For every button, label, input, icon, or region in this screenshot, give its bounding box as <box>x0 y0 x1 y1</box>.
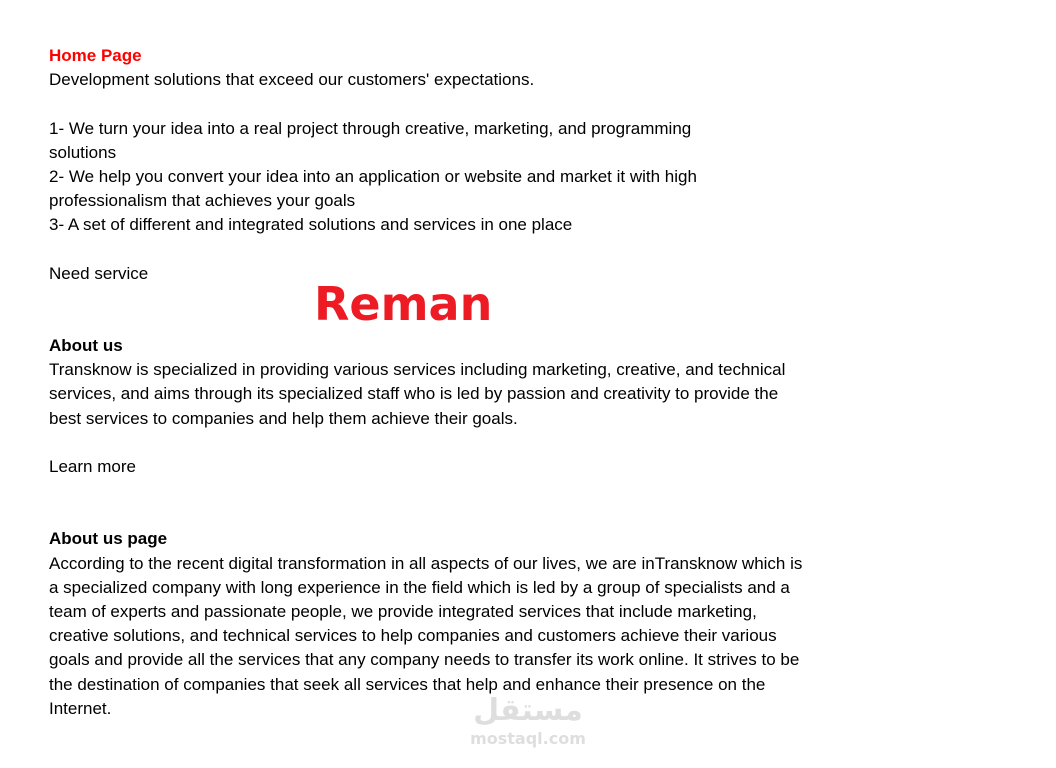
watermark-url: mostaql.com <box>470 729 586 748</box>
home-tagline: Development solutions that exceed our customers' expectations. <box>49 70 535 90</box>
about-us-title: About us <box>49 336 123 355</box>
about-section <box>49 334 819 479</box>
about-us-page-body: According to the recent digital transformation in all aspects of our lives, we are inTransknow which is a specialized company with long experience in the field which is led by a group of specialists and a team of experts and passionate people, we provide integrated services that include marketing, creative solutions, and technical services to help companies and customers achieve their various goals and provide all the services that any company needs to transfer its work online. It strives to be the destination of companies that seek all services that help and enhance their presence on the Internet. <box>49 553 803 718</box>
brand-name: Reman <box>314 277 493 331</box>
watermark-logo: مستقل <box>473 693 583 728</box>
about-us-page-title: About us page <box>49 529 168 549</box>
about-page-section <box>49 527 819 721</box>
home-section <box>49 44 819 286</box>
learn-more-link[interactable]: Learn more <box>49 457 136 476</box>
home-point-1: 1- We turn your idea into a real project through creative, marketing, and programming solutions <box>49 118 692 162</box>
need-service-link[interactable]: Need service <box>49 263 149 283</box>
home-point-3: 3- A set of different and integrated solutions and services in one place <box>49 215 573 235</box>
home-page-title: Home Page <box>49 46 142 65</box>
home-point-2: 2- We help you convert your idea into an application or website and market it with high professionalism that achieves your goals <box>49 167 697 211</box>
about-us-body: Transknow is specialized in providing various services including marketing, creative, and technical services, and aims through its specialized staff who is led by passion and creativity to provide the best services to companies and help them achieve their goals. <box>49 360 786 428</box>
document-body <box>49 44 819 721</box>
